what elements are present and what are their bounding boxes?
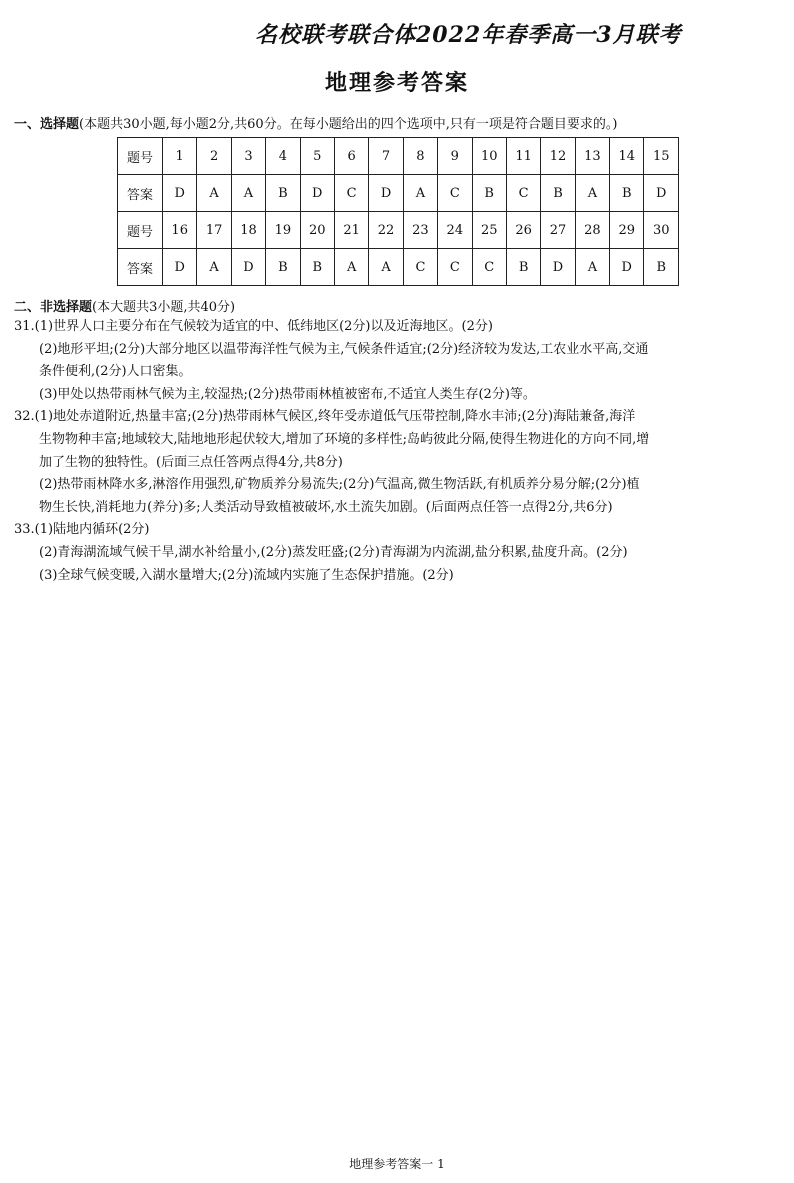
question-number-cell: 16 [163, 212, 197, 249]
page-footer: 地理参考答案一 1 [349, 1157, 445, 1171]
question-32 [14, 406, 784, 519]
answer-cell: D [163, 249, 197, 286]
answer-cell: A [403, 175, 437, 212]
table-row [118, 212, 679, 249]
row-label: 答案 [118, 249, 163, 286]
question-number-cell: 23 [403, 212, 437, 249]
answer-line: 33.(1)陆地内循环(2分) [14, 522, 150, 538]
question-number-cell: 25 [472, 212, 506, 249]
answer-cell: A [334, 249, 368, 286]
answer-cell: C [472, 249, 506, 286]
table-row [118, 249, 679, 286]
question-number-cell: 9 [438, 138, 472, 175]
question-number-cell: 22 [369, 212, 403, 249]
question-number-cell: 17 [197, 212, 231, 249]
question-number-cell: 18 [231, 212, 265, 249]
answer-cell: A [231, 175, 265, 212]
answer-cell: B [266, 175, 300, 212]
question-number-cell: 14 [610, 138, 644, 175]
answer-line: 32.(1)地处赤道附近,热量丰富;(2分)热带雨林气候区,终年受赤道低气压带控制,降水丰沛;(2分)海陆兼备,海洋 [14, 409, 636, 425]
answer-cell: B [541, 175, 575, 212]
exam-title: 名校联考联合体2022年春季高一3月联考 [255, 22, 682, 48]
question-number-cell: 7 [369, 138, 403, 175]
answer-line: (2)热带雨林降水多,淋溶作用强烈,矿物质养分易流失;(2分)气温高,微生物活跃,有机质养分易分解;(2分)植 [39, 477, 640, 493]
document-title: 地理参考答案 [324, 71, 469, 96]
answer-line: 物生长快,消耗地力(养分)多;人类活动导致植被破坏,水土流失加剧。(后面两点任答一点得2分,共6分) [39, 499, 613, 515]
section-1-note: (本题共30小题,每小题2分,共60分。在每小题给出的四个选项中,只有一项是符合题目要求的。) [79, 117, 618, 132]
answer-cell: B [266, 249, 300, 286]
answer-cell: A [197, 249, 231, 286]
question-number-cell: 19 [266, 212, 300, 249]
answer-line: (3)甲处以热带雨林气候为主,较湿热;(2分)热带雨林植被密布,不适宜人类生存(2分)等。 [39, 386, 536, 402]
question-number-cell: 12 [541, 138, 575, 175]
section-2-heading-line [14, 296, 235, 315]
answer-cell: B [300, 249, 334, 286]
question-number-cell: 28 [575, 212, 609, 249]
answer-cell: D [231, 249, 265, 286]
answer-cell: B [610, 175, 644, 212]
section-1-heading: 一、选择题 [14, 117, 80, 132]
question-number-cell: 6 [334, 138, 368, 175]
row-label: 题号 [118, 212, 163, 249]
answer-cell: D [300, 175, 334, 212]
answer-table [117, 137, 679, 286]
question-number-cell: 21 [334, 212, 368, 249]
question-number-cell: 8 [403, 138, 437, 175]
question-number-cell: 26 [506, 212, 540, 249]
answer-line: 31.(1)世界人口主要分布在气候较为适宜的中、低纬地区(2分)以及近海地区。(2分) [14, 319, 493, 334]
question-number-cell: 10 [472, 138, 506, 175]
answer-cell: D [610, 249, 644, 286]
answer-cell: A [575, 249, 609, 286]
question-number-cell: 4 [266, 138, 300, 175]
answer-line: (3)全球气候变暖,入湖水量增大;(2分)流域内实施了生态保护措施。(2分) [39, 567, 454, 583]
row-label: 答案 [118, 175, 163, 212]
answer-cell: A [369, 249, 403, 286]
answer-cell: C [438, 249, 472, 286]
question-number-cell: 24 [438, 212, 472, 249]
answer-cell: D [369, 175, 403, 212]
section-2-heading: 二、非选择题 [14, 300, 93, 315]
question-number-cell: 27 [541, 212, 575, 249]
answer-line: (2)青海湖流域气候干旱,湖水补给量小,(2分)蒸发旺盛;(2分)青海湖为内流湖,盐分积累,盐度升高。(2分) [39, 544, 628, 560]
question-number-cell: 29 [610, 212, 644, 249]
question-number-cell: 15 [644, 138, 679, 175]
answer-line: 生物物种丰富;地域较大,陆地地形起伏较大,增加了环境的多样性;岛屿彼此分隔,使得生物进化的方向不同,增 [39, 431, 650, 447]
question-number-cell: 20 [300, 212, 334, 249]
section-1-heading-line [14, 113, 617, 132]
answer-cell: D [541, 249, 575, 286]
answer-cell: D [163, 175, 197, 212]
answer-line: 加了生物的独特性。(后面三点任答两点得4分,共8分) [39, 454, 343, 470]
section-2-note: (本大题共3小题,共40分) [92, 300, 236, 315]
answer-line: (2)地形平坦;(2分)大部分地区以温带海洋性气候为主,气候条件适宜;(2分)经济较为发达,工农业水平高,交通 [39, 341, 649, 357]
answer-cell: B [506, 249, 540, 286]
answer-cell: C [438, 175, 472, 212]
answer-line: 条件便利,(2分)人口密集。 [39, 364, 192, 380]
question-33 [14, 519, 784, 587]
question-31 [14, 316, 784, 406]
question-number-cell: 1 [163, 138, 197, 175]
answer-cell: D [644, 175, 679, 212]
answer-cell: C [403, 249, 437, 286]
table-row [118, 175, 679, 212]
table-row [118, 138, 679, 175]
answer-cell: B [472, 175, 506, 212]
answer-cell: C [334, 175, 368, 212]
question-number-cell: 3 [231, 138, 265, 175]
answer-cell: C [506, 175, 540, 212]
question-number-cell: 2 [197, 138, 231, 175]
answer-cell: A [575, 175, 609, 212]
question-number-cell: 13 [575, 138, 609, 175]
answer-cell: A [197, 175, 231, 212]
answer-cell: B [644, 249, 679, 286]
question-number-cell: 30 [644, 212, 679, 249]
question-number-cell: 5 [300, 138, 334, 175]
question-number-cell: 11 [506, 138, 540, 175]
row-label: 题号 [118, 138, 163, 175]
